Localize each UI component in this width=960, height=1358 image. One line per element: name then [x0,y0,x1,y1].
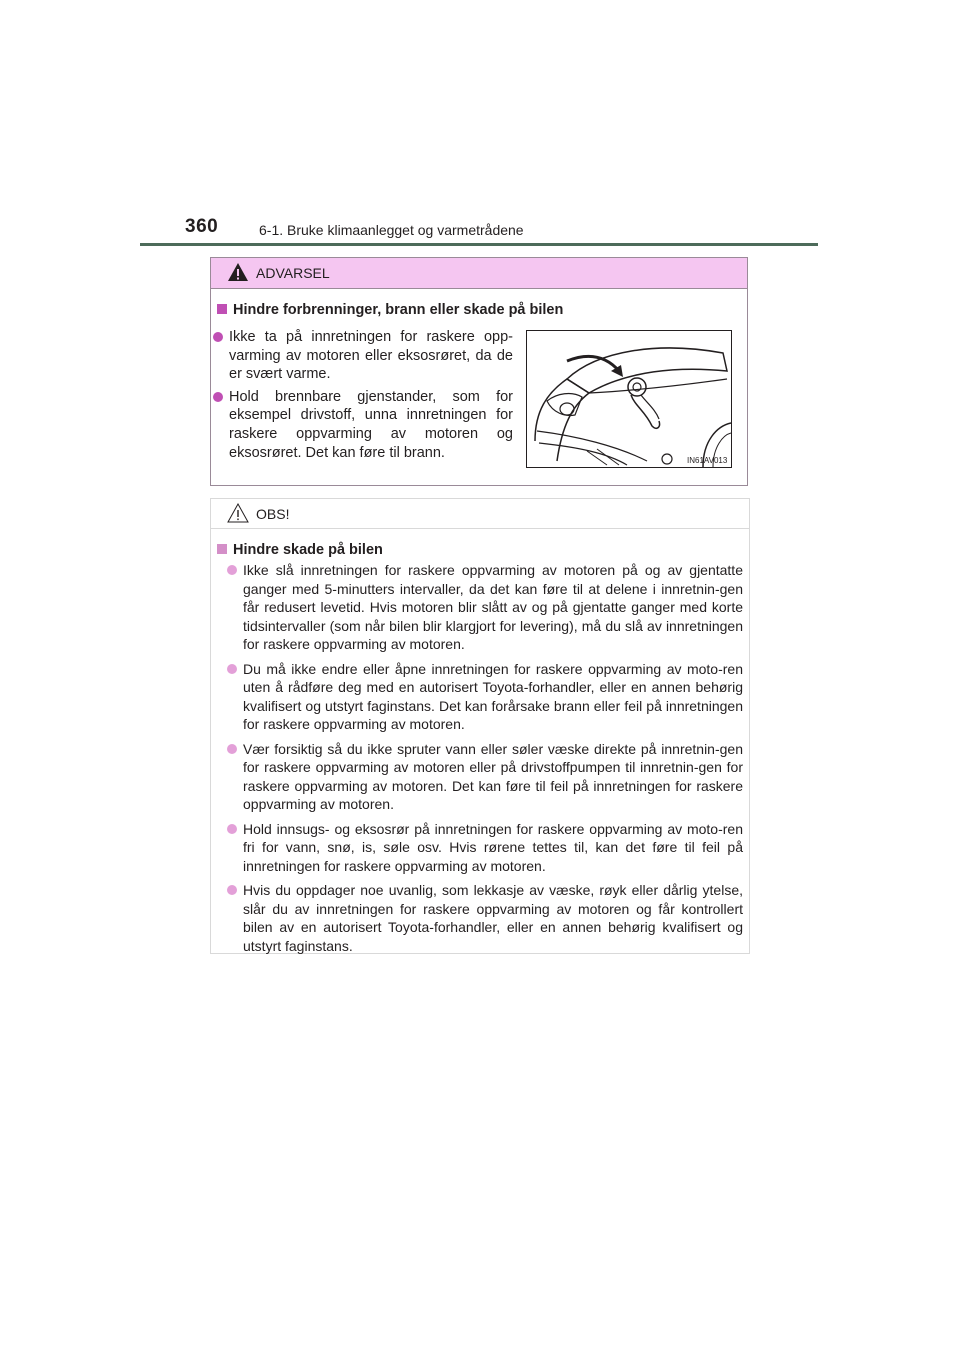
car-front-illustration [527,331,731,467]
bullet-dot-icon [227,744,237,754]
square-bullet-icon [217,304,227,314]
warning-triangle-icon [227,262,249,287]
warning-heading: Hindre forbrenninger, brann eller skade på bilen [217,302,563,318]
bullet-dot-icon [213,392,223,402]
caution-box [210,498,750,954]
caution-triangle-icon [227,503,249,528]
list-item: Du må ikke endre eller åpne innretningen for raskere oppvarming av moto-ren uten å rådføre deg med en autorisert Toyota-forhandler, eller en annen behørig kvalifisert og utstyrt faginstans. Det kan forårsake brann eller feil på innretningen for raskere oppvarming av motoren. [227,660,743,734]
bullet-dot-icon [227,565,237,575]
bullet-dot-icon [227,824,237,834]
figure-code: IN61AV013 [687,456,728,465]
warning-header [211,258,747,289]
caution-heading: Hindre skade på bilen [217,542,383,558]
bullet-dot-icon [227,664,237,674]
list-item: Hold innsugs- og eksosrør på innretningen for raskere oppvarming av moto-ren fri for vann, snø, is, søle osv. Hvis rørene tettes til, kan det føre til feil på innretningen for raskere oppvarming av motoren. [227,820,743,876]
engine-heater-figure [526,330,732,468]
caution-header [211,499,749,529]
caution-list [227,561,743,961]
warning-list [213,328,513,466]
section-title: 6-1. Bruke klimaanlegget og varmetrådene [259,222,524,238]
header-rule [140,243,818,246]
caution-label: OBS! [256,506,290,522]
list-item: Hvis du oppdager noe uvanlig, som lekkasje av væske, røyk eller dårlig ytelse, slår du av innretningen for raskere oppvarming av motoren og får kontrollert bilen av en autorisert Toyota-forhandler, eller en annen behørig kvalifisert og utstyrt faginstans. [227,881,743,955]
warning-box [210,257,748,486]
list-item: Vær forsiktig så du ikke spruter vann eller søler væske direkte på innretnin-gen for raskere oppvarming av motoren eller på drivstoffpumpen til innretnin-gen for raskere oppvarming av motoren. Det kan føre til feil på innretningen for raskere oppvarming av motoren. [227,740,743,814]
list-item: Ikke slå innretningen for raskere oppvarming av motoren på og av gjentatte ganger med 5-minutters intervaller, da det kan føre til at delene i innretnin-gen får redusert levetid. Hvis motoren blir slått av og på gjentatte ganger med korte tidsintervaller (som når bilen blir klargjort for levering), må du slå av innretningen for raskere oppvarming av motoren. [227,561,743,654]
warning-label: ADVARSEL [256,265,330,281]
page-number: 360 [185,216,219,237]
list-item: Hold brennbare gjenstander, som for eksempel drivstoff, unna innretningen for raskere oppvarming av motoren og eksosrøret. Det kan føre til brann. [213,388,513,462]
square-bullet-icon [217,544,227,554]
list-item: Ikke ta på innretningen for raskere opp-varming av motoren eller eksosrøret, da de er svært varme. [213,328,513,384]
bullet-dot-icon [227,885,237,895]
bullet-dot-icon [213,332,223,342]
